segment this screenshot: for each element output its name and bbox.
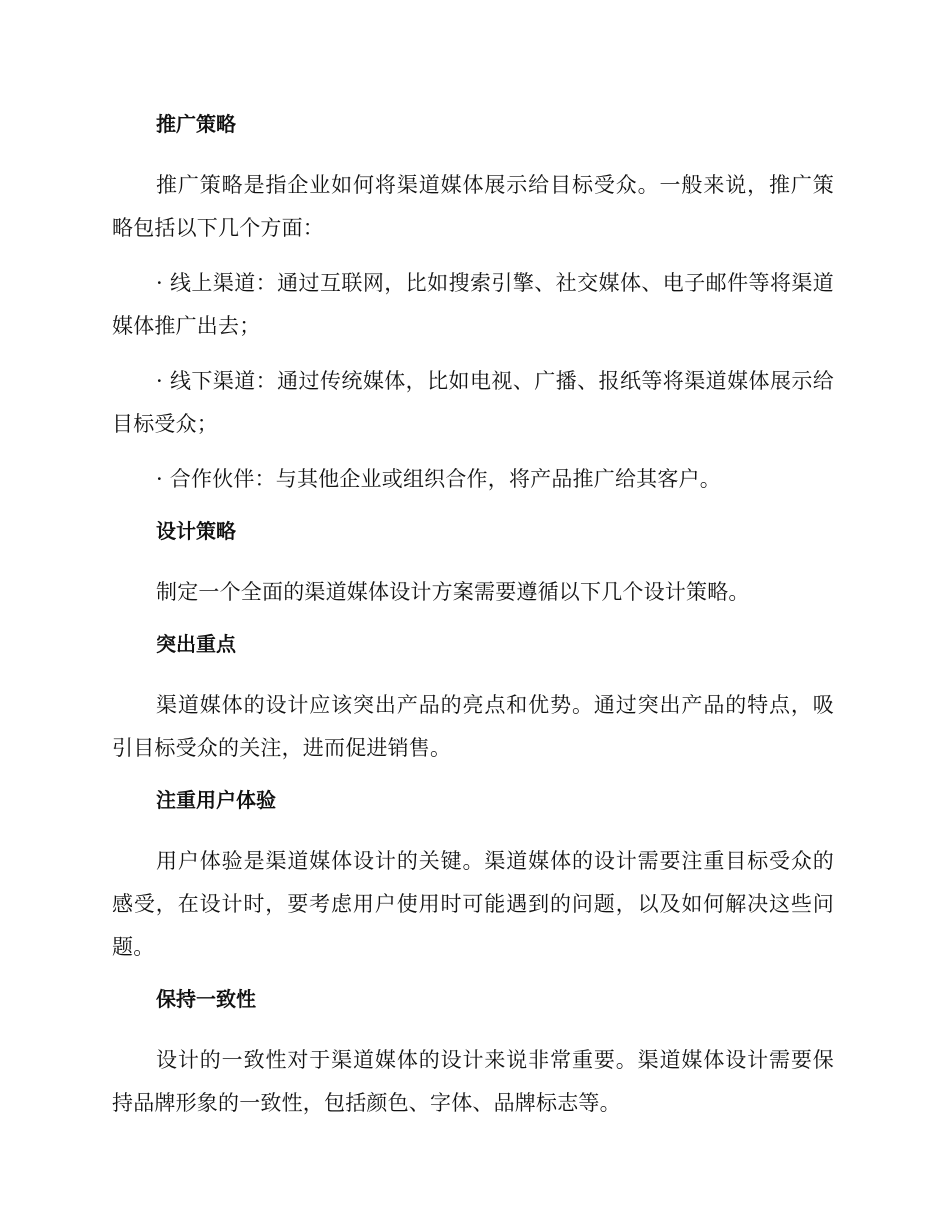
heading-user-experience: 注重用户体验: [156, 788, 276, 812]
paragraph-consistency: 设计的一致性对于渠道媒体的设计来说非常重要。渠道媒体设计需要保持品牌形象的一致性，包括颜色、字体、品牌标志等。: [112, 1048, 834, 1115]
heading-highlight: 突出重点: [156, 632, 236, 656]
paragraph-promotion-intro: 推广策略是指企业如何将渠道媒体展示给目标受众。一般来说，推广策略包括以下几个方面：: [112, 173, 834, 240]
list-item-partners: · 合作伙伴：与其他企业或组织合作，将产品推广给其客户。: [156, 467, 721, 491]
heading-design-strategy: 设计策略: [156, 519, 236, 543]
list-item-online-channels: · 线上渠道：通过互联网，比如搜索引擎、社交媒体、电子邮件等将渠道媒体推广出去；: [112, 271, 834, 338]
paragraph-design-intro: 制定一个全面的渠道媒体设计方案需要遵循以下几个设计策略。: [156, 580, 750, 604]
document-content: [112, 108, 834, 1135]
list-item-offline-channels: · 线下渠道：通过传统媒体，比如电视、广播、报纸等将渠道媒体展示给目标受众；: [112, 369, 834, 436]
paragraph-user-experience: 用户体验是渠道媒体设计的关键。渠道媒体的设计需要注重目标受众的感受，在设计时，要考虑用户使用时可能遇到的问题，以及如何解决这些问题。: [112, 849, 834, 959]
heading-promotion-strategy: 推广策略: [156, 112, 236, 136]
paragraph-highlight: 渠道媒体的设计应该突出产品的亮点和优势。通过突出产品的特点，吸引目标受众的关注，进而促进销售。: [112, 693, 834, 760]
heading-consistency: 保持一致性: [156, 987, 256, 1011]
